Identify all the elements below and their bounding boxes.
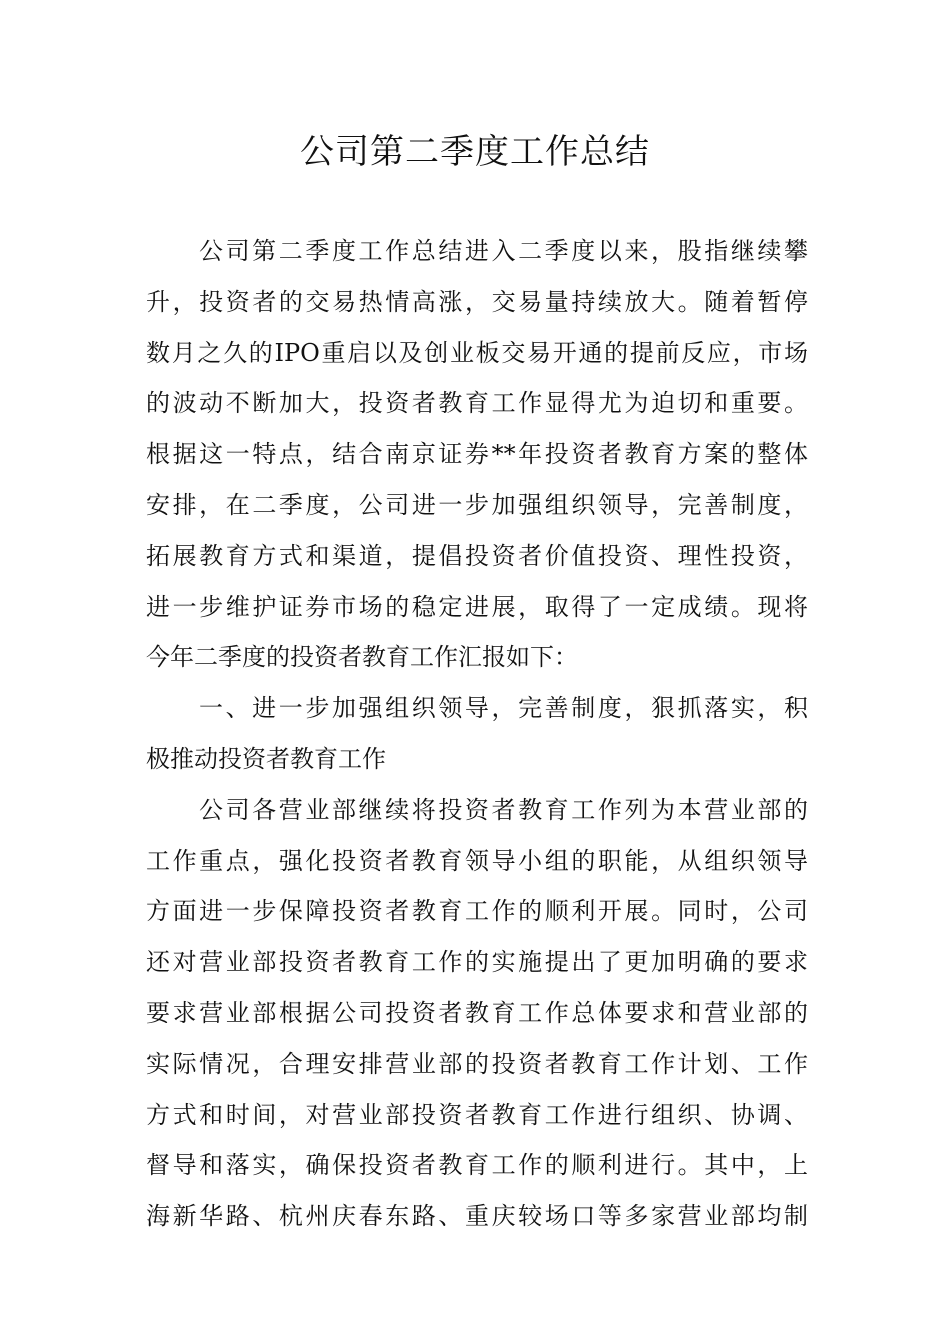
paragraph-line: 海新华路、杭州庆春东路、重庆较场口等多家营业部均制 xyxy=(146,1202,808,1231)
paragraph-line: 拓展教育方式和渠道，提倡投资者价值投资、理性投资， xyxy=(146,541,808,570)
paragraph-line: 实际情况，合理安排营业部的投资者教育工作计划、工作 xyxy=(146,1049,808,1078)
paragraph-line: 方式和时间，对营业部投资者教育工作进行组织、协调、 xyxy=(146,1100,808,1129)
paragraph-line: 今年二季度的投资者教育工作汇报如下： xyxy=(146,643,578,672)
paragraph-line: 要求营业部根据公司投资者教育工作总体要求和营业部的 xyxy=(146,998,808,1027)
paragraph-line: 安排，在二季度，公司进一步加强组织领导，完善制度， xyxy=(146,490,808,519)
paragraph-line: 督导和落实，确保投资者教育工作的顺利进行。其中，上 xyxy=(146,1151,808,1180)
paragraph-line: 的波动不断加大，投资者教育工作显得尤为迫切和重要。 xyxy=(146,389,808,418)
document-body xyxy=(146,226,808,1242)
paragraph-line: 公司各营业部继续将投资者教育工作列为本营业部的 xyxy=(199,795,808,824)
paragraph-line: 根据这一特点，结合南京证券**年投资者教育方案的整体 xyxy=(146,440,808,469)
paragraph-line: 还对营业部投资者教育工作的实施提出了更加明确的要求 xyxy=(146,948,808,977)
paragraph-line: 公司第二季度工作总结进入二季度以来，股指继续攀 xyxy=(199,237,808,265)
paragraph-line: 数月之久的IPO重启以及创业板交易开通的提前反应，市场 xyxy=(146,338,808,367)
paragraph-line: 工作重点，强化投资者教育领导小组的职能，从组织领导 xyxy=(146,846,808,875)
paragraph-line: 方面进一步保障投资者教育工作的顺利开展。同时，公司 xyxy=(146,897,808,926)
paragraph-line: 升，投资者的交易热情高涨，交易量持续放大。随着暂停 xyxy=(146,287,808,316)
section-heading-line: 一、进一步加强组织领导，完善制度，狠抓落实，积 xyxy=(199,694,808,723)
section-heading-line: 极推动投资者教育工作 xyxy=(146,744,386,773)
paragraph-line: 进一步维护证券市场的稳定进展，取得了一定成绩。现将 xyxy=(146,592,808,621)
document-title: 公司第二季度工作总结 xyxy=(300,132,650,172)
